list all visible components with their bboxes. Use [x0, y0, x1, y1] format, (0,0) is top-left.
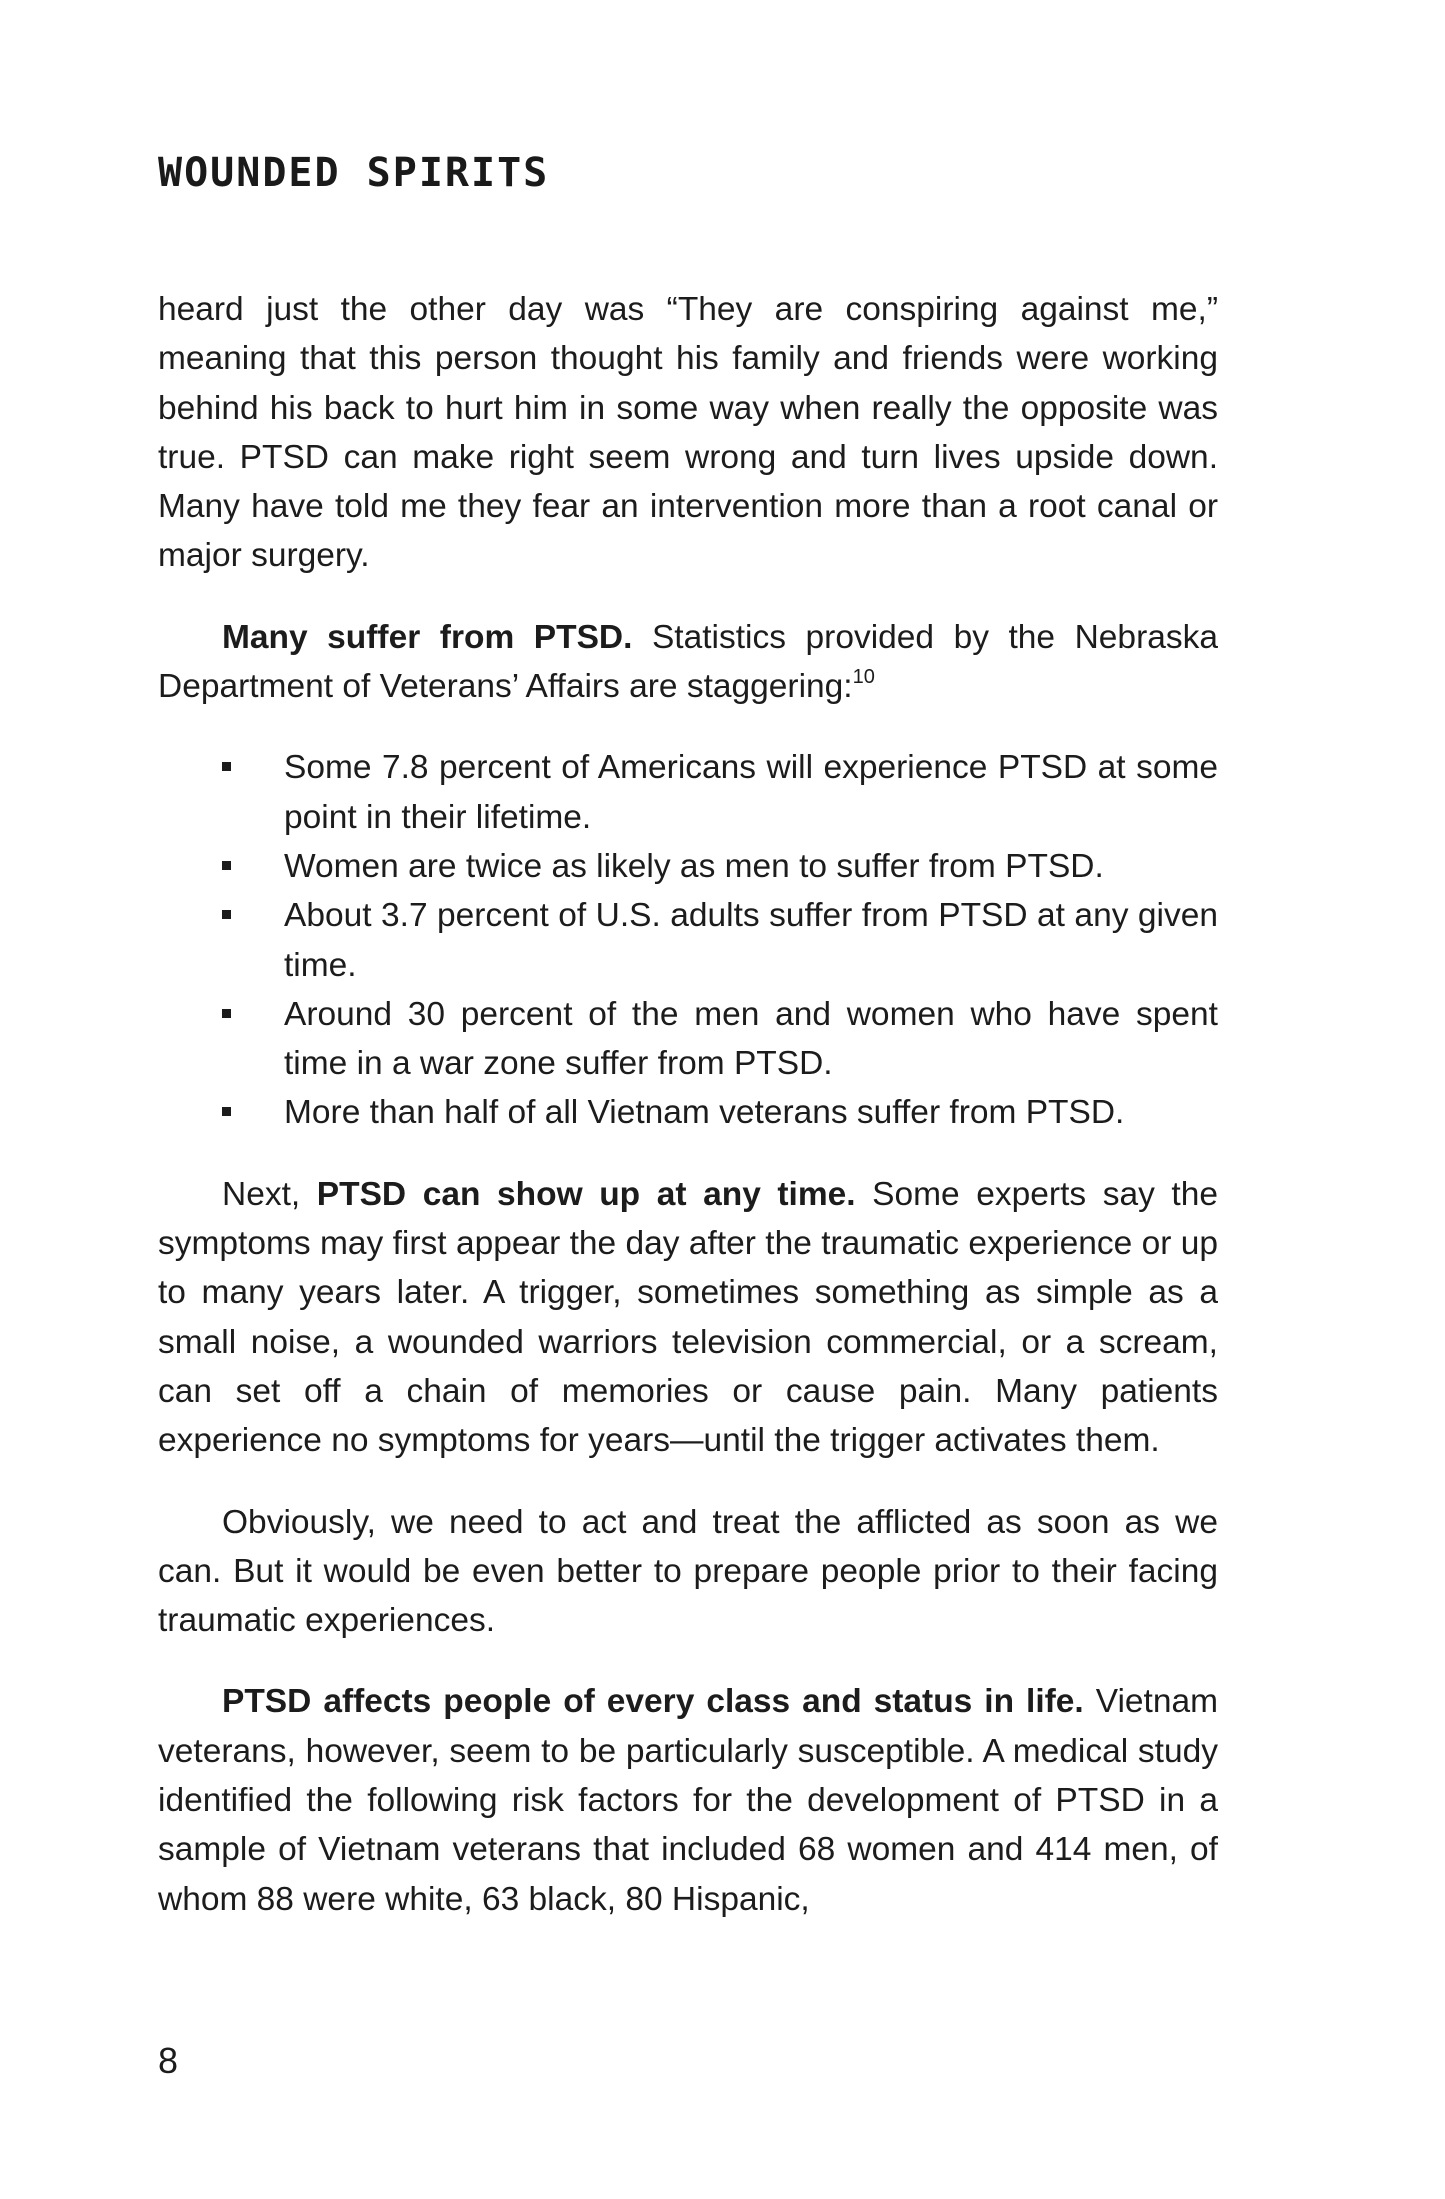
list-item	[158, 1088, 1218, 1137]
list-item	[158, 891, 1218, 990]
list-item-text: Women are twice as likely as men to suffer from PTSD.	[284, 847, 1104, 885]
list-item-text: More than half of all Vietnam veterans suffer from PTSD.	[284, 1094, 1125, 1132]
paragraph-text: Statistics provided by the Nebraska Department of Veterans’ Affairs are staggering:	[158, 618, 1218, 706]
footnote-marker: 10	[852, 666, 875, 689]
statistics-list	[158, 743, 1218, 1137]
bullet-icon	[222, 762, 231, 771]
lead-in-bold: PTSD affects people of every class and status in life.	[222, 1683, 1084, 1721]
paragraph-show-up-any-time	[158, 1170, 1218, 1466]
bullet-icon	[222, 910, 231, 919]
bullet-icon	[222, 861, 231, 870]
paragraph-every-class	[158, 1677, 1218, 1923]
lead-in-bold: PTSD can show up at any time.	[316, 1175, 856, 1213]
list-item	[158, 842, 1218, 891]
body-text	[158, 285, 1218, 1956]
list-item	[158, 990, 1218, 1089]
paragraph-lead: Next,	[222, 1175, 317, 1213]
lead-in-bold: Many suffer from PTSD.	[222, 618, 633, 656]
paragraph-obviously: Obviously, we need to act and treat the afflicted as soon as we can. But it would be even better to prepare people prior to their facing traumatic experiences.	[158, 1503, 1218, 1640]
paragraph-continued: heard just the other day was “They are conspiring against me,” meaning that this person thought his family and friends were working behind his back to hurt him in some way when really the opposite was true. PTSD can make right seem wrong and turn lives upside down. Many have told me they fear an intervention more than a root canal or major surgery.	[158, 291, 1218, 575]
paragraph-statistics-intro	[158, 613, 1218, 712]
list-item	[158, 743, 1218, 842]
bullet-icon	[222, 1009, 231, 1018]
page-number: 8	[158, 2040, 179, 2081]
running-head-title: WOUNDED SPIRITS	[158, 150, 550, 196]
list-item-text: Some 7.8 percent of Americans will experience PTSD at some point in their lifetime.	[284, 749, 1218, 836]
bullet-icon	[222, 1107, 231, 1116]
list-item-text: Around 30 percent of the men and women who have spent time in a war zone suffer from PTSD.	[284, 995, 1218, 1083]
paragraph-text: Some experts say the symptoms may first appear the day after the traumatic experience or up to many years later. A trigger, sometimes something as simple as a small noise, a wounded warriors television commercial, or a scream, can set off a chain of memories or cause pain. Many patients experience no symptoms for years—until the trigger activates them.	[158, 1175, 1218, 1460]
paragraph-text: Vietnam veterans, however, seem to be particularly susceptible. A medical study identified the following risk factors for the development of PTSD in a sample of Vietnam veterans that included 68 women and 414 men, of whom 88 were white, 63 black, 80 Hispanic,	[158, 1683, 1218, 1918]
list-item-text: About 3.7 percent of U.S. adults suffer from PTSD at any given time.	[284, 897, 1218, 984]
